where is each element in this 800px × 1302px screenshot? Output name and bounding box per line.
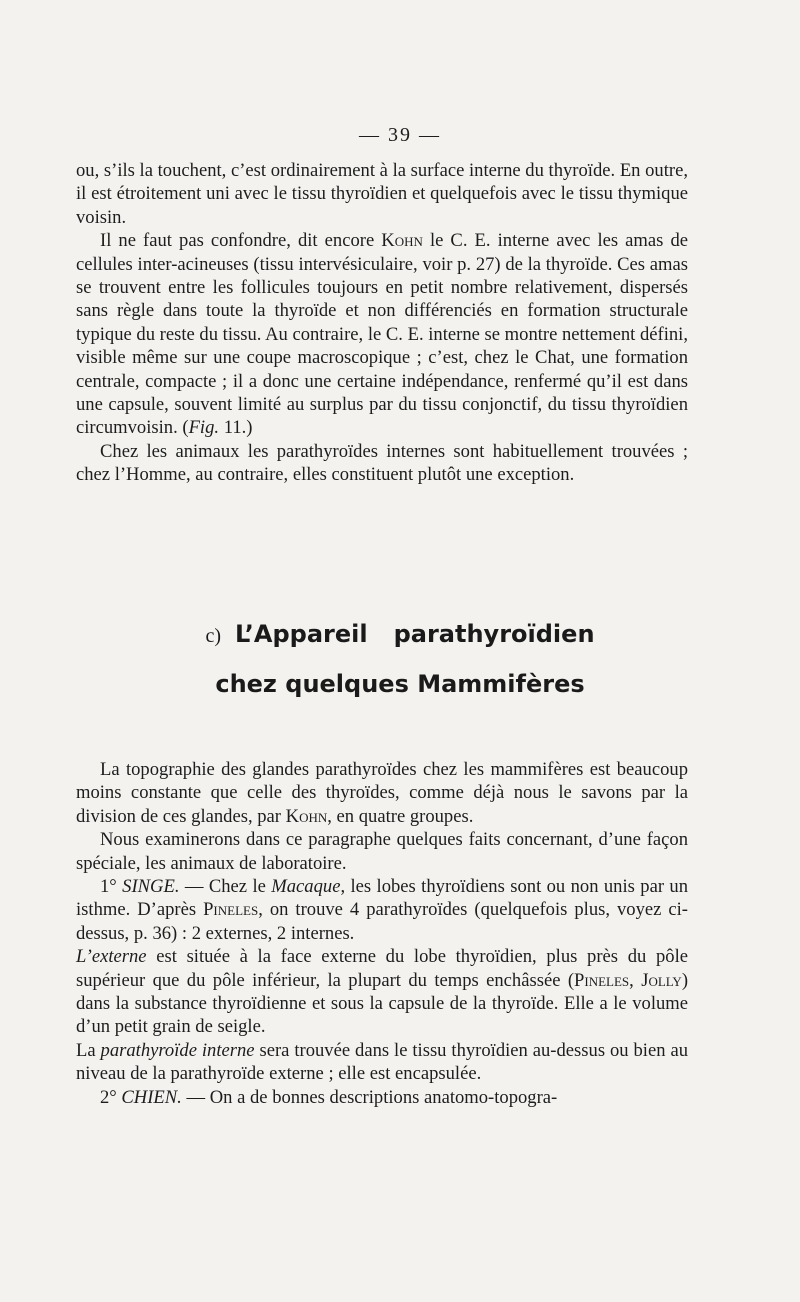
paragraph-interne: La parathyroïde interne sera trouvée dans le tissu thyroïdien au-dessus ou bien au niveau de la parathyroïde externe ; elle est encapsulée.: [76, 1039, 688, 1085]
section-letter: c): [205, 625, 221, 647]
species-heading: SINGE.: [122, 876, 180, 898]
species-heading: CHIEN.: [121, 1086, 182, 1108]
author-name: Pineles: [203, 899, 259, 921]
species-name: Macaque: [271, 876, 341, 898]
section-subheading: chez quelques Mammifères: [215, 670, 585, 698]
paragraph-continuation: [76, 159, 688, 229]
section-title-b: parathyroïdien: [393, 620, 595, 648]
author-name: Kohn: [381, 230, 423, 252]
section-title-a: L’Appareil: [235, 620, 368, 648]
paragraph-text: ou, s’ils la touchent, c’est ordinairement à la surface interne du thyroïde. En outre, il est étroitement uni avec le tissu thyroïdien et quelquefois avec le tissu thymique voisin.: [76, 160, 688, 228]
paragraph-singe: 1° SINGE. — Chez le Macaque, les lobes thyroïdiens sont ou non unis par un isthme. D’après Pineles, on trouve 4 parathyroïdes (quelquefois plus, voyez ci-dessus, p. 36) : 2 externes, 2 internes.: [76, 876, 689, 944]
author-name: Jolly: [641, 969, 682, 991]
paragraph-topography: La topographie des glandes parathyroïdes chez les mammifères est beaucoup moins constante que celle des thyroïdes, comme déjà nous le savons par la division de ces glandes, par Kohn, en quatre groupes.: [76, 759, 688, 827]
page-number: — 39 —: [359, 124, 441, 146]
paragraph-externe: L’externe est située à la face externe du lobe thyroïdien, plus près du pôle supérieur que du pôle inférieur, la plupart du temps enchâssée (Pineles, Jolly) dans la substance thyroïdienne et sous la capsule de la thyroïde. Elle a le volume d’un petit grain de seigle.: [76, 946, 689, 1038]
figure-reference: Fig.: [188, 417, 220, 439]
author-name: Kohn: [285, 805, 328, 827]
section-heading: [0, 620, 800, 648]
paragraph-examine: Nous examinerons dans ce paragraphe quelques faits concernant, d’une façon spéciale, les animaux de laboratoire.: [76, 829, 688, 874]
term-interne: parathyroïde interne: [100, 1039, 255, 1061]
paragraph-chien: 2° CHIEN. — On a de bonnes descriptions anatomo-topogra-: [100, 1086, 558, 1108]
bottom-text-block: [76, 758, 688, 1109]
paragraph-kohn: Il ne faut pas confondre, dit encore Kohn le C. E. interne avec les amas de cellules inter-acineuses (tissu intervésiculaire, voir p. 27) de la thyroïde. Ces amas se trouvent entre les follicules toujours en petit nombre relativement, dispersés sans règle dans toute la thyroïde et non différenciés en formation structurale typique du reste du tissu. Au contraire, le C. E. interne se montre nettement défini, visible même sur une coupe macroscopique ; c’est, chez le Chat, une formation centrale, compacte ; il a donc une certaine indépendance, renfermé qu’il est dans une capsule, souvent limité au surplus par du tissu conjonctif, du tissu thyroïdien circumvoisin. (Fig. 11.): [76, 230, 688, 439]
top-text-block: [76, 159, 688, 487]
author-name: Pineles: [574, 969, 630, 991]
term-externe: L’externe: [76, 946, 147, 968]
paragraph-animals: Chez les animaux les parathyroïdes internes sont habituellement trouvées ; chez l’Homme, au contraire, elles constituent plutôt une exception.: [76, 440, 688, 486]
